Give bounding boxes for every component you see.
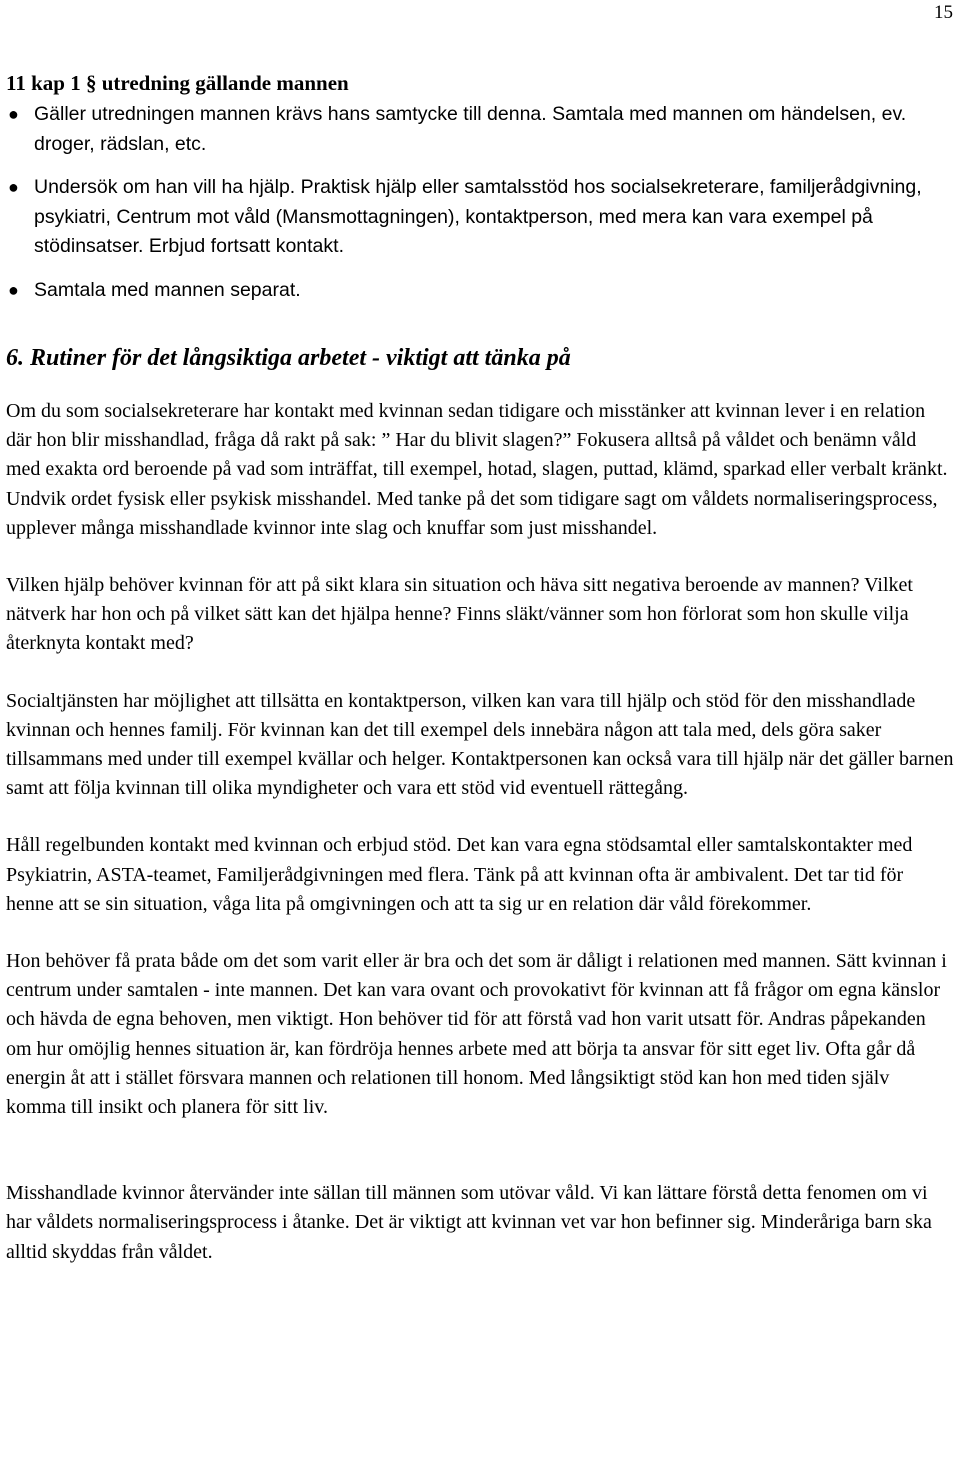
page-number: 15 xyxy=(934,2,953,23)
list-item xyxy=(6,173,954,262)
list-item xyxy=(6,100,954,159)
list-item-text: Samtala med mannen separat. xyxy=(34,278,301,301)
list-item-text: Gäller utredningen mannen krävs hans samtycke till denna. Samtala med mannen om händelsen, ev. droger, rädslan, etc. xyxy=(34,103,907,155)
list-item xyxy=(6,276,954,306)
paragraph: Hon behöver få prata både om det som varit eller är bra och det som är dåligt i relationen med mannen. Sätt kvinnan i centrum under samtalen - inte mannen. Det kan vara ovant och provokativt för kvinnan att få frågor om egna känslor och hävda de egna behoven, men viktigt. Hon behöver tid för att förstå vad hon varit utsatt för. Andras påpekanden om hur omöjlig hennes situation är, kan fördröja hennes arbete med att börja ta ansvar för sitt eget liv. Ofta går då energin åt att i stället försvara mannen och relationen till honom. Med långsiktigt stöd kan hon med tiden själv komma till insikt och planera för sitt liv. xyxy=(6,950,947,1119)
bullet-list xyxy=(6,100,954,305)
list-item-text: Undersök om han vill ha hjälp. Praktisk hjälp eller samtalsstöd hos socialsekreterare, familjerådgivning, psykiatri, Centrum mot våld (Mansmottagningen), kontaktperson, med mera kan vara exempel på stödinsatser. Erbjud fortsatt kontakt. xyxy=(34,176,922,257)
bullet-icon: ● xyxy=(8,104,19,124)
section-title: 11 kap 1 § utredning gällande mannen xyxy=(6,71,349,95)
paragraph: Om du som socialsekreterare har kontakt med kvinnan sedan tidigare och misstänker att kvinnan lever i en relation där hon blir misshandlad, fråga då rakt på sak: ” Har du blivit slagen?” Fokusera alltså på våldet och benämn våld med exakta ord beroende på vad som inträffat, till exempel, hotad, slagen, puttad, klämd, sparkad eller verbalt kränkt. Undvik ordet fysisk eller psykisk misshandel. Med tanke på det som tidigare sagt om våldets normaliseringsprocess, upplever många misshandlade kvinnor inte slag och knuffar som just misshandel. xyxy=(6,400,948,539)
paragraph: Håll regelbunden kontakt med kvinnan och erbjud stöd. Det kan vara egna stödsamtal eller samtalskontakter med Psykiatrin, ASTA-teamet, Familjerådgivningen med flera. Tänk på att kvinnan ofta är ambivalent. Det tar tid för henne att se sin situation, våga lita på omgivningen och att ta sig ur en relation där våld förekommer. xyxy=(6,834,913,915)
bullet-icon: ● xyxy=(8,177,19,197)
section-heading: 6. Rutiner för det långsiktiga arbetet - viktigt att tänka på xyxy=(6,345,571,371)
paragraph: Misshandlade kvinnor återvänder inte sällan till männen som utövar våld. Vi kan lättare förstå detta fenomen om vi har våldets normaliseringsprocess i åtanke. Det är viktigt att kvinnan vet var hon befinner sig. Minderåriga barn ska alltid skyddas från våldet. xyxy=(6,1182,932,1263)
document-body xyxy=(6,66,954,1267)
bullet-icon: ● xyxy=(8,279,19,300)
paragraph: Socialtjänsten har möjlighet att tillsätta en kontaktperson, vilken kan vara till hjälp och stöd för den misshandlade kvinnan och hennes familj. För kvinnan kan det till exempel dels innebära någon att tala med, dels göra saker tillsammans med under till exempel kvällar och helger. Kontaktpersonen kan också vara till hjälp när det gäller barnen samt att följa kvinnan till olika myndigheter och vara ett stöd vid eventuell rättegång. xyxy=(6,689,954,800)
paragraph: Vilken hjälp behöver kvinnan för att på sikt klara sin situation och häva sitt negativa beroende av mannen? Vilket nätverk har hon och på vilket sätt kan det hjälpa henne? Finns släkt/vänner som hon förlorat som hon skulle vilja återknyta kontakt med? xyxy=(6,574,913,655)
